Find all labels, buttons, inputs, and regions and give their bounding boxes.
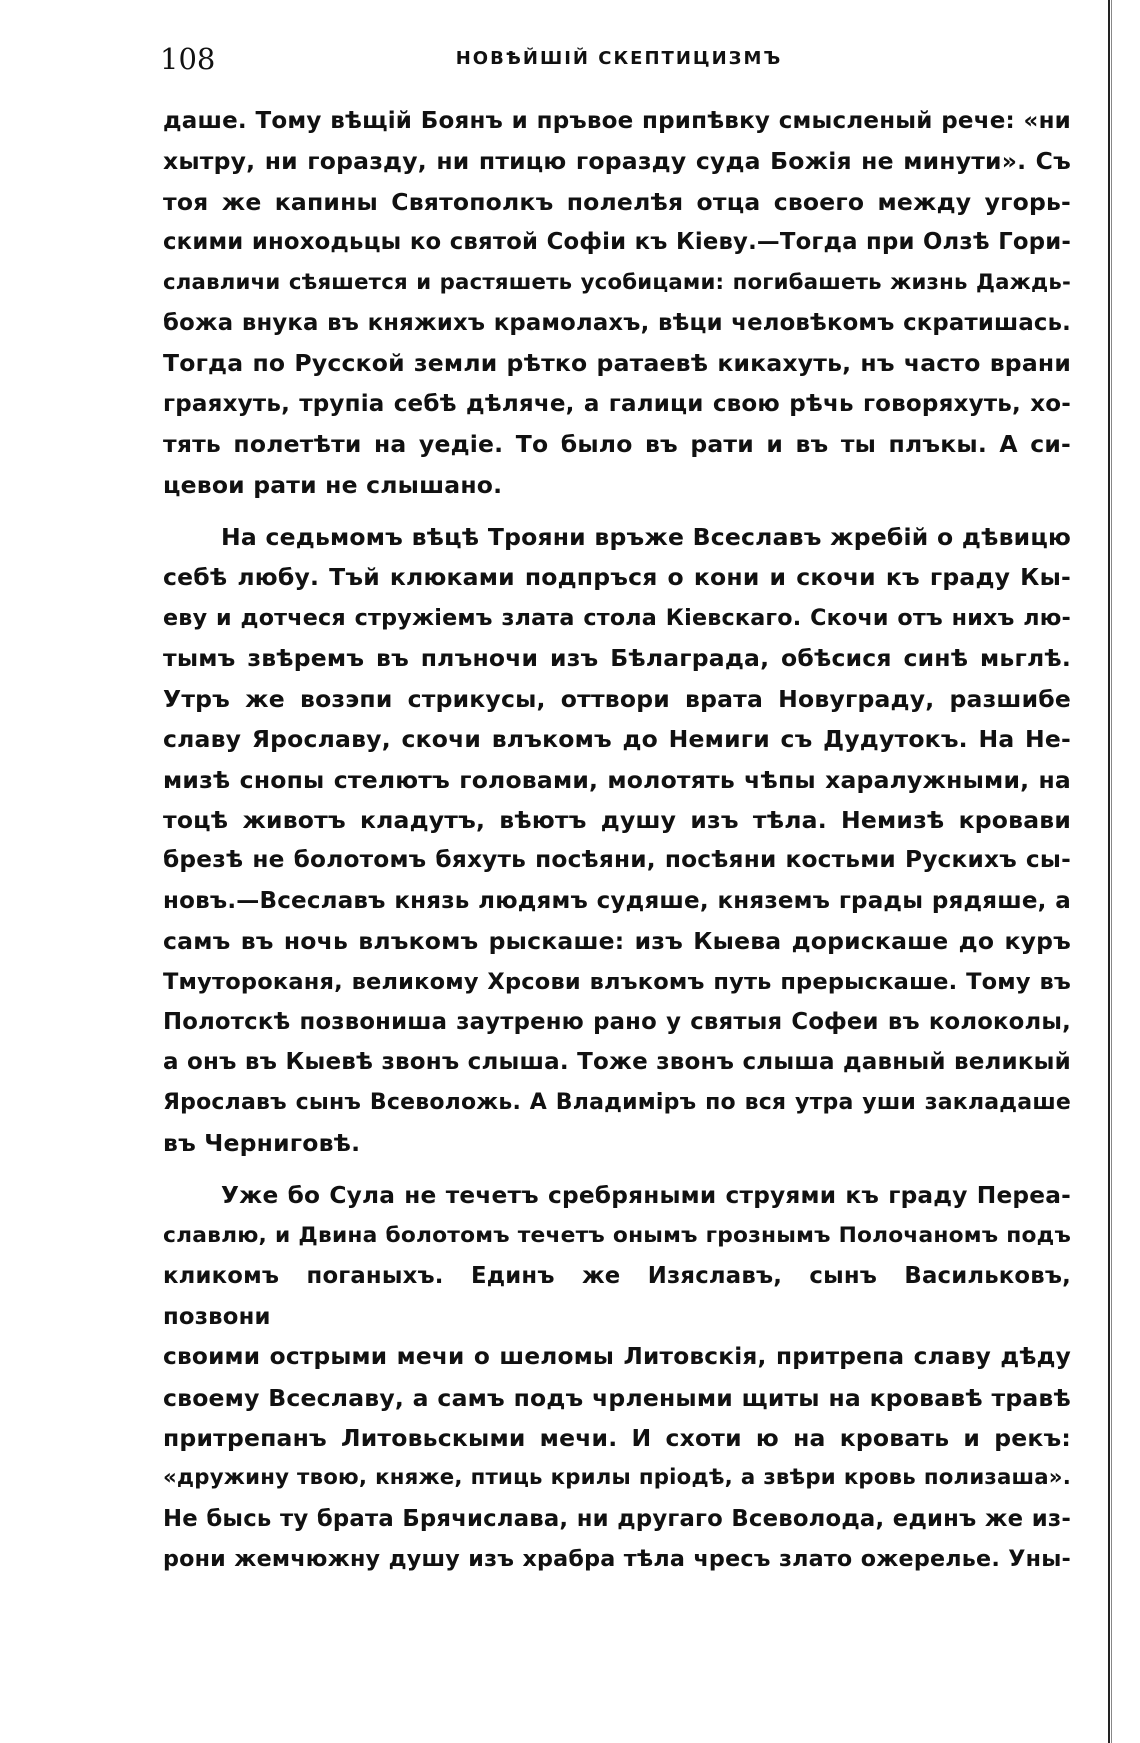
text-line: кликомъ поганыхъ. Единъ же Изяславъ, сынъ Васильковъ, позвони bbox=[163, 1263, 1071, 1330]
text-line: славличи сѣяшется и растяшеть усобицами: погибашеть жизнь Даждь- bbox=[163, 269, 1071, 295]
page-edge-shadow bbox=[1111, 0, 1112, 1743]
text-line: своему Всеславу, а самъ подъ чрлеными щиты на кровавѣ травѣ bbox=[163, 1383, 1071, 1412]
text-line: себѣ любу. Тъй клюками подпръся о кони и скочи къ граду Кы- bbox=[163, 563, 1071, 592]
text-line: граяхуть, трупіа себѣ дѣляче, а галици свою рѣчь говоряхуть, хо- bbox=[163, 390, 1071, 417]
text-line: тоя же капины Святополкъ полелѣя отца своего между угорь- bbox=[163, 187, 1071, 216]
body-text bbox=[163, 101, 1071, 1580]
text-line: божа внука въ княжихъ крамолахъ, вѣци человѣкомъ скратишась. bbox=[163, 310, 1071, 337]
page-number: 108 bbox=[160, 42, 216, 76]
text-line: тымъ звѣремъ въ плъночи изъ Бѣлаграда, обѣсися синѣ мьглѣ. bbox=[163, 644, 1071, 673]
paragraph-2 bbox=[163, 517, 1071, 1164]
text-line: въ Черниговѣ. bbox=[163, 1129, 361, 1158]
text-line: «дружину твою, княже, птиць крилы пріодѣ, а звѣри кровь полизаша». bbox=[163, 1465, 1071, 1491]
text-line: Утръ же возэпи стрикусы, оттвори врата Новуграду, разшибе bbox=[163, 684, 1071, 713]
text-line: Ярославъ сынъ Всеволожь. А Владиміръ по вся утра уши закладаше bbox=[163, 1089, 1071, 1115]
text-line: Не бысь ту брата Брячислава, ни другаго Всеволода, единъ же из- bbox=[163, 1505, 1071, 1532]
text-line: хытру, ни горазду, ни птицю горазду суда Божія не минути». Съ bbox=[163, 147, 1071, 176]
text-line: Тмутороканя, великому Хрсови влъкомъ путь прерыскаше. Тому въ bbox=[163, 968, 1071, 995]
page-header bbox=[158, 42, 1080, 82]
paragraph-3 bbox=[163, 1176, 1071, 1580]
text-line: тять полетѣти на уедіе. То было въ рати и въ ты плъкы. А си- bbox=[163, 430, 1071, 459]
running-title: НОВѢЙШІЙ СКЕПТИЦИЗМЪ bbox=[455, 48, 783, 69]
text-line: своими острыми мечи о шеломы Литовскія, притрепа славу дѣду bbox=[163, 1343, 1071, 1371]
text-line: славу Ярославу, скочи влъкомъ до Немиги съ Дудутокъ. На Не- bbox=[163, 725, 1071, 754]
text-line: еву и дотчеся стружіемъ злата стола Кіевскаго. Скочи отъ нихъ лю- bbox=[163, 604, 1071, 631]
text-line: притрепанъ Литовьскыми мечи. И схоти ю на кровать и рекъ: bbox=[163, 1424, 1071, 1452]
page-edge-line bbox=[1108, 0, 1110, 1743]
text-line: а онъ въ Кыевѣ звонъ слыша. Тоже звонъ слыша давный великый bbox=[163, 1049, 1071, 1076]
text-line: цевои рати не слышано. bbox=[163, 470, 503, 499]
text-line: славлю, и Двина болотомъ течетъ онымъ грознымъ Полочаномъ подъ bbox=[163, 1222, 1071, 1248]
text-line: новъ.—Всеславъ князь людямъ судяше, княземъ грады рядяше, а bbox=[163, 887, 1071, 914]
text-line: Уже бо Сула не течетъ сребряными струями къ граду Переа- bbox=[221, 1181, 1071, 1209]
paragraph-1 bbox=[163, 101, 1071, 505]
text-line: мизѣ снопы стелютъ головами, молотять чѣпы харалужными, на bbox=[163, 765, 1071, 794]
text-line: скими иноходьцы ко святой Софіи къ Кіеву.—Тогда при Олзѣ Гори- bbox=[163, 229, 1071, 256]
text-line: самъ въ ночь влъкомъ рыскаше: изъ Кыева дорискаше до куръ bbox=[163, 927, 1071, 956]
text-line: Тогда по Русской земли рѣтко ратаевѣ кикахуть, нъ часто врани bbox=[163, 349, 1071, 378]
text-line: На седьмомъ вѣцѣ Трояни връже Всеславъ жребій о дѣвицю bbox=[221, 523, 1071, 552]
text-line: Полотскѣ позвониша заутреню рано у святыя Софеи въ колоколы, bbox=[163, 1008, 1071, 1035]
text-line: даше. Тому вѣщій Боянъ и пръвое припѣвку смысленый рече: «ни bbox=[163, 108, 1071, 134]
text-line: тоцѣ животъ кладутъ, вѣютъ душу изъ тѣла. Немизѣ кровави bbox=[163, 805, 1071, 834]
text-line: брезѣ не болотомъ бяхуть посѣяни, посѣяни костьми Рускихъ сы- bbox=[163, 846, 1071, 874]
text-line: рони жемчюжну душу изъ храбра тѣла чресъ злато ожерелье. Уны- bbox=[163, 1546, 1071, 1573]
